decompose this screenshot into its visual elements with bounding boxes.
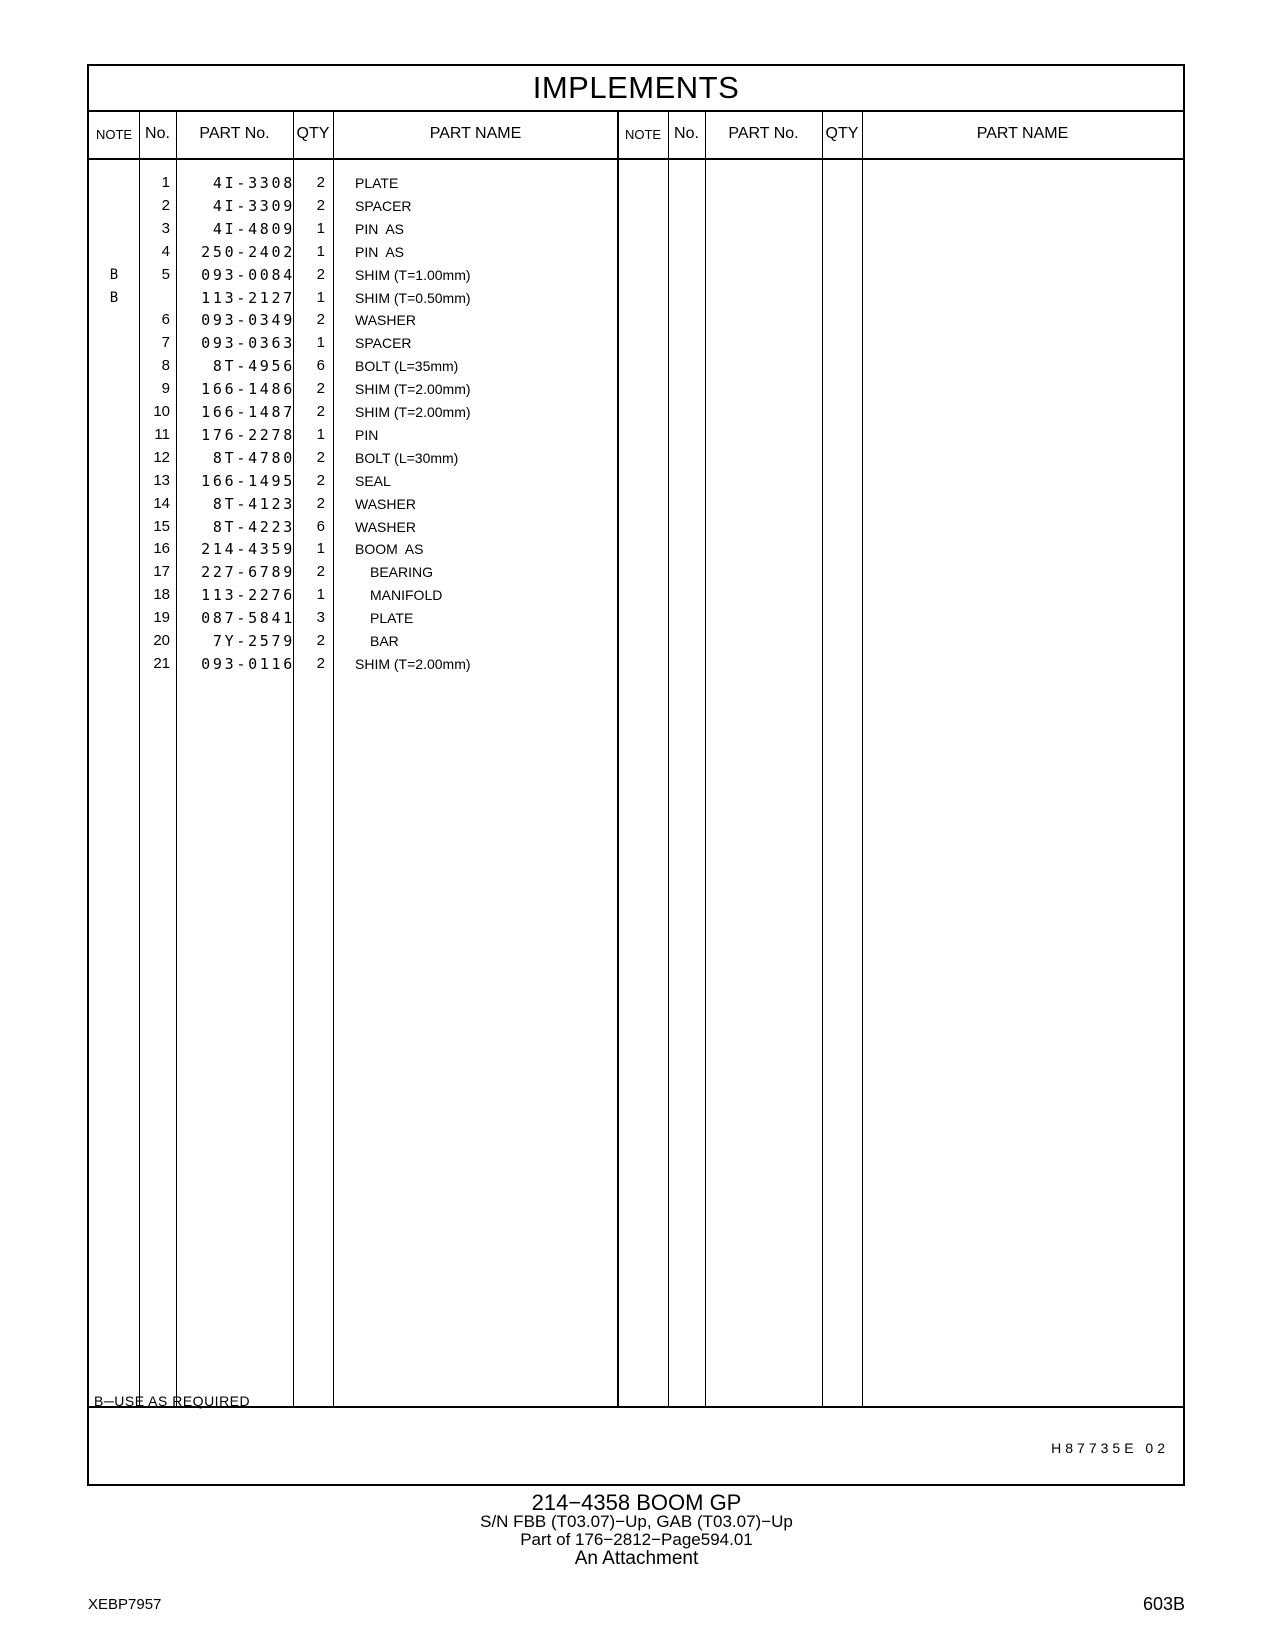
parts-table-frame [87, 64, 1185, 1486]
row-note [89, 538, 139, 560]
table-row [89, 470, 1183, 492]
table-row [89, 653, 1183, 675]
row-part-number: 8T-4956 [212, 357, 295, 376]
row-note [89, 470, 139, 492]
row-item-number: 15 [153, 517, 170, 535]
row-quantity: 2 [316, 196, 325, 214]
row-part-number: 214-4359 [201, 540, 295, 559]
row-part-number: 7Y-2579 [212, 632, 295, 650]
table-row [89, 378, 1183, 400]
row-quantity: 6 [316, 517, 325, 535]
row-quantity: 1 [316, 586, 325, 604]
row-quantity: 2 [316, 265, 325, 283]
header-part-no-right: PART No. [728, 125, 799, 142]
row-note [89, 561, 139, 583]
row-item-number: 12 [153, 448, 170, 466]
row-part-number: 113-2127 [201, 288, 295, 307]
table-row [89, 493, 1183, 515]
row-quantity: 2 [316, 632, 325, 649]
table-row [89, 355, 1183, 377]
table-row [89, 424, 1183, 446]
row-quantity: 2 [316, 311, 325, 329]
row-part-name: WASHER [355, 312, 416, 329]
table-row [89, 584, 1183, 606]
table-row [89, 561, 1183, 583]
row-part-name: SHIM (T=2.00mm) [355, 381, 471, 398]
row-quantity: 2 [316, 563, 325, 581]
table-row [89, 630, 1183, 652]
row-note [89, 424, 139, 446]
row-note [89, 241, 139, 263]
row-part-name: BOLT (L=35mm) [355, 358, 459, 375]
row-quantity: 1 [316, 540, 325, 558]
row-part-name: BOLT (L=30mm) [355, 449, 459, 466]
row-part-number: 250-2402 [201, 242, 295, 261]
row-part-name: PIN [355, 426, 379, 443]
row-note [89, 172, 139, 194]
row-note [89, 607, 139, 629]
row-note [89, 378, 139, 400]
row-part-name: PIN AS [355, 220, 405, 237]
row-part-number: 093-0084 [201, 265, 295, 284]
row-item-number: 19 [153, 609, 170, 627]
row-part-name: SHIM (T=2.00mm) [355, 655, 471, 672]
footnote: B─USE AS REQUIRED [94, 1393, 251, 1409]
row-item-number: 21 [153, 654, 170, 672]
header-part-name-left: PART NAME [429, 125, 522, 142]
row-part-number: 8T-4223 [212, 517, 295, 536]
row-note [89, 447, 139, 469]
row-note [89, 516, 139, 538]
row-item-number: 11 [154, 425, 170, 443]
header-qty-right: QTY [825, 125, 859, 142]
row-item-number: 8 [161, 357, 170, 375]
row-note [89, 630, 139, 652]
row-part-number: 113-2276 [201, 586, 295, 605]
row-note [89, 332, 139, 354]
header-part-name-right: PART NAME [976, 125, 1069, 142]
row-part-number: 166-1495 [201, 471, 295, 490]
row-quantity: 2 [316, 403, 325, 420]
table-row [89, 516, 1183, 538]
table-row [89, 401, 1183, 423]
row-item-number: 1 [161, 174, 170, 191]
row-part-name: PIN AS [355, 243, 405, 260]
row-quantity: 6 [316, 357, 325, 375]
header-qty-left: QTY [296, 125, 330, 142]
parts-list [89, 160, 1183, 1472]
header-no-right: No. [674, 125, 699, 142]
row-note: B [109, 289, 119, 306]
row-part-number: 8T-4123 [212, 494, 295, 513]
table-title: IMPLEMENTS [89, 66, 1183, 112]
table-row [89, 241, 1183, 263]
row-note: B [109, 266, 119, 283]
row-note [89, 218, 139, 240]
row-item-number: 20 [153, 632, 170, 649]
row-item-number: 10 [153, 403, 170, 420]
row-part-number: 093-0349 [201, 311, 295, 330]
row-item-number: 16 [153, 540, 170, 558]
row-quantity: 2 [316, 380, 325, 398]
row-quantity: 1 [316, 425, 325, 443]
row-part-name: BAR [370, 633, 399, 649]
caption-title: 214−4358 BOOM GP [531, 1490, 742, 1515]
row-item-number [139, 287, 170, 309]
table-row [89, 332, 1183, 354]
row-quantity: 2 [316, 471, 325, 489]
table-row [89, 538, 1183, 560]
row-part-number: 166-1487 [201, 403, 295, 421]
table-row [89, 447, 1183, 469]
row-part-number: 093-0363 [201, 334, 295, 353]
row-part-name: SPACER [355, 197, 412, 214]
row-quantity: 3 [316, 609, 325, 627]
row-part-name: PLATE [355, 175, 399, 191]
row-part-name: BEARING [370, 564, 434, 581]
row-part-number: 166-1486 [201, 380, 295, 399]
table-row [89, 309, 1183, 331]
row-part-name: WASHER [355, 495, 416, 512]
row-part-name: SPACER [355, 335, 412, 352]
row-quantity: 2 [316, 494, 325, 512]
row-quantity: 1 [316, 334, 325, 352]
header-note-left: NOTE [95, 126, 133, 142]
caption-serial: S/N FBB (T03.07)−Up, GAB (T03.07)−Up [480, 1512, 793, 1531]
row-quantity: 2 [316, 174, 325, 191]
row-part-number: 4I-3309 [212, 196, 295, 215]
row-quantity: 2 [316, 654, 325, 672]
row-note [89, 493, 139, 515]
row-part-name: SHIM (T=0.50mm) [355, 289, 471, 306]
row-part-name: MANIFOLD [370, 587, 443, 604]
table-bottom-rule [89, 1406, 1183, 1408]
row-part-name: WASHER [355, 518, 416, 535]
row-part-name: SHIM (T=1.00mm) [355, 266, 471, 283]
document-id: XEBP7957 [88, 1596, 162, 1613]
table-row [89, 195, 1183, 217]
row-item-number: 18 [153, 586, 170, 604]
page-number: 603B [1142, 1594, 1185, 1614]
table-row [89, 264, 1183, 286]
row-part-number: 4I-3308 [212, 174, 295, 192]
table-row [89, 218, 1183, 240]
row-quantity: 1 [316, 242, 325, 260]
row-part-number: 4I-4809 [212, 219, 295, 238]
table-row [89, 287, 1183, 309]
row-item-number: 3 [161, 219, 170, 237]
table-row [89, 172, 1183, 194]
row-item-number: 13 [153, 471, 170, 489]
row-part-number: 087-5841 [201, 609, 295, 628]
row-item-number: 6 [161, 311, 170, 329]
row-note [89, 309, 139, 331]
row-note [89, 584, 139, 606]
header-note-right: NOTE [624, 126, 662, 142]
row-part-name: PLATE [370, 610, 414, 627]
row-part-number: 176-2278 [201, 425, 295, 444]
illustration-code: H87735E 02 [1051, 1440, 1169, 1456]
row-quantity: 2 [316, 448, 325, 466]
row-note [89, 401, 139, 423]
row-item-number: 2 [161, 196, 170, 214]
row-quantity: 1 [316, 219, 325, 237]
caption-part-of: Part of 176−2812−Page594.01 [520, 1530, 753, 1549]
row-item-number: 7 [161, 334, 170, 352]
row-part-name: SEAL [355, 472, 391, 489]
header-part-no-left: PART No. [199, 125, 270, 142]
row-item-number: 5 [161, 265, 170, 283]
row-part-name: BOOM AS [355, 541, 424, 558]
row-item-number: 9 [161, 380, 170, 398]
row-item-number: 4 [161, 242, 170, 260]
row-note [89, 355, 139, 377]
row-quantity: 1 [316, 288, 325, 306]
caption-category: An Attachment [574, 1548, 699, 1569]
row-item-number: 17 [153, 563, 170, 581]
table-row [89, 607, 1183, 629]
row-part-number: 8T-4780 [212, 448, 295, 467]
row-note [89, 195, 139, 217]
table-header-row [89, 112, 1183, 160]
row-part-number: 227-6789 [201, 563, 295, 582]
row-part-name: SHIM (T=2.00mm) [355, 404, 471, 420]
header-no-left: No. [145, 125, 170, 142]
row-part-number: 093-0116 [201, 654, 295, 673]
row-note [89, 653, 139, 675]
row-item-number: 14 [153, 494, 170, 512]
